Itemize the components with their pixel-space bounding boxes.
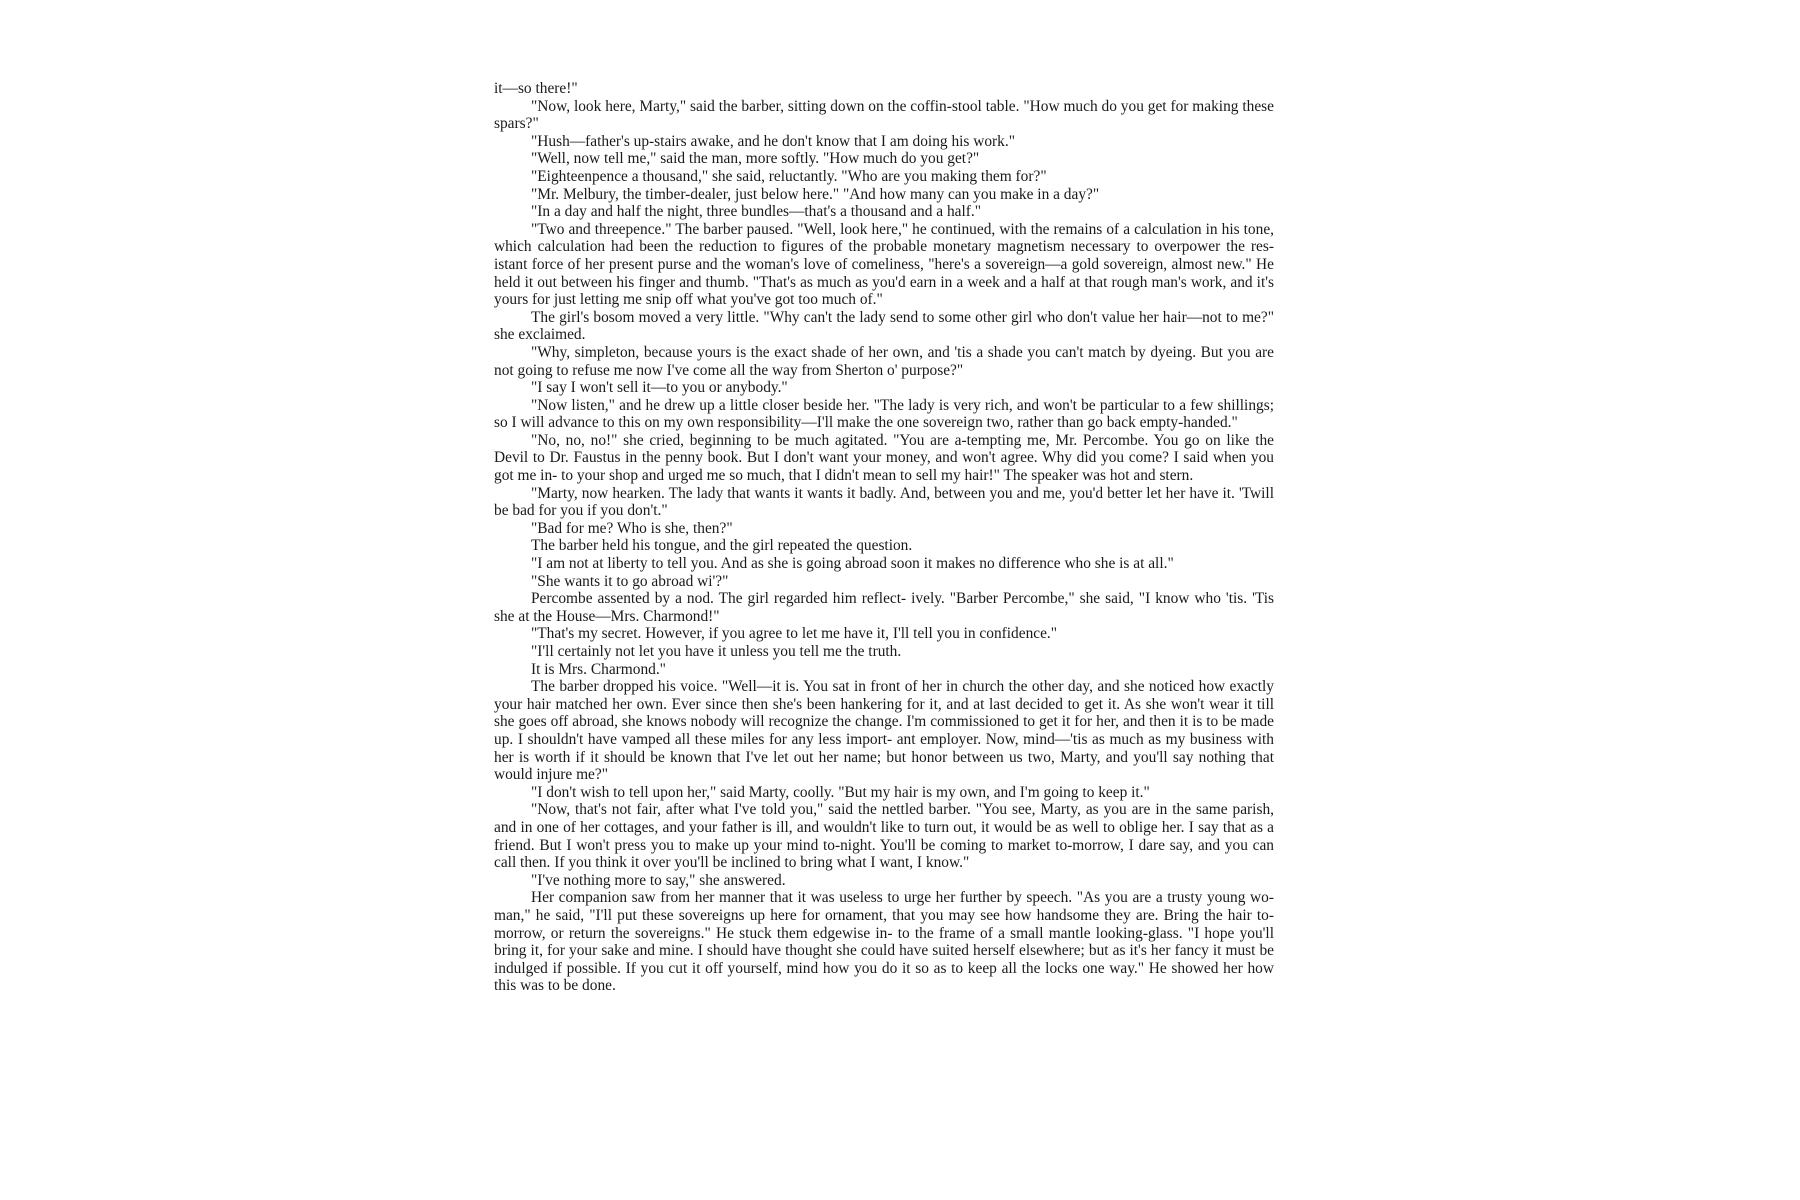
paragraph: "Well, now tell me," said the man, more softly. "How much do you get?" [531,150,980,168]
paragraph: "Hush—father's up-stairs awake, and he don't know that I am doing his work." [531,132,1016,150]
paragraph: "I am not at liberty to tell you. And as she is going abroad soon it makes no difference who she is at all." [531,555,1174,573]
paragraph: "I've nothing more to say," she answered. [531,871,786,889]
paragraph: "No, no, no!" she cried, beginning to be much agitated. "You are a-tempting me, Mr. Percombe. You go on like the Devil to Dr. Faustus in the penny book. But I don't want your money, and won't agree. Why did you come? I said when you got me in- to your shop and urged me so much, that I didn't mean to sell my hair!" The speaker was hot and stern. [494,431,1274,485]
paragraph: "Marty, now hearken. The lady that wants it wants it badly. And, between you and me, you'd better let her have it. 'Twill be bad for you if you don't." [494,484,1274,520]
paragraph: "She wants it to go abroad wi'?" [531,572,729,590]
paragraph: "I don't wish to tell upon her," said Marty, coolly. "But my hair is my own, and I'm going to keep it." [531,783,1150,801]
paragraph: The girl's bosom moved a very little. "Why can't the lady send to some other girl who don't value her hair—not to me?" she exclaimed. [494,308,1274,344]
paragraph: "Mr. Melbury, the timber-dealer, just below here." "And how many can you make in a day?" [531,185,1100,203]
paragraph: It is Mrs. Charmond." [531,660,666,678]
paragraph: "Now, that's not fair, after what I've told you," said the nettled barber. "You see, Marty, as you are in the same parish, and in one of her cottages, and your father is ill, and wouldn't like to turn out, it would be as well to oblige her. I say that as a friend. But I won't press you to make up your mind to-night. You'll be coming to market to-morrow, I dare say, and you can call then. If you think it over you'll be inclined to bring what I want, I know." [494,801,1274,872]
paragraph: "Why, simpleton, because yours is the exact shade of her own, and 'tis a shade you can't match by dyeing. But you are not going to refuse me now I've come all the way from Sherton o' purpose?" [494,343,1274,379]
paragraph: "I'll certainly not let you have it unless you tell me the truth. [531,643,902,660]
paragraph: The barber held his tongue, and the girl repeated the question. [531,537,913,555]
paragraph: "In a day and half the night, three bundles—that's a thousand and a half." [531,203,981,221]
paragraph: "That's my secret. However, if you agree to let me have it, I'll tell you in confidence." [531,625,1058,643]
paragraph: The barber dropped his voice. "Well—it is. You sat in front of her in church the other day, and she noticed how exactly your hair matched her own. Ever since then she's been hankering for it, and at last decided to get it. As she won't wear it till she goes off abroad, she knows nobody will recognize the change. I'm commissioned to get it for her, and then it is to be made up. I shouldn't have vamped all these miles for any less import- ant employer. Now, mind—'tis as much as my business with her is worth if it should be known that I've let out her name; but honor between us two, Marty, and you'll say nothing that would injure me?" [494,678,1274,784]
paragraph: it—so there!" [494,80,578,97]
paragraph: "Eighteenpence a thousand," she said, reluctantly. "Who are you making them for?" [531,167,1047,185]
paragraph: "Now, look here, Marty," said the barber, sitting down on the coffin-stool table. "How much do you get for making these spars?" [494,97,1274,133]
paragraph: "Two and threepence." The barber paused. "Well, look here," he continued, with the remains of a calculation in his tone, which calculation had been the reduction to figures of the probable monetary magnetism necessary to overpower the res- istant force of her present purse and the woman's love of comeliness, "here's a sovereign—a gold sovereign, almost new." He held it out between his finger and thumb. "That's as much as you'd earn in a week and a half at that rough man's work, and it's yours for just letting me snip off what you've got too much of." [494,220,1274,309]
paragraph: "Now listen," and he drew up a little closer beside her. "The lady is very rich, and won't be particular to a few shillings; so I will advance to this on my own responsibility—I'll make the one sovereign two, rather than go back empty-handed." [494,396,1274,432]
paragraph: "Bad for me? Who is she, then?" [531,519,733,537]
paragraph: Percombe assented by a nod. The girl regarded him reflect- ively. "Barber Percombe," she said, "I know who 'tis. 'Tis she at the House—Mrs. Charmond!" [494,590,1274,625]
paragraph: "I say I won't sell it—to you or anybody." [531,379,788,397]
paragraph: Her companion saw from her manner that it was useless to urge her further by speech. "As you are a trusty young wo- man," he said, "I'll put these sovereigns up here for ornament, that you may see how handsome they are. Bring the hair to- morrow, or return the sovereigns." He stuck them edgewise in- to the frame of a small mantle looking-glass. "I hope you'll bring it, for your sake and mine. I should have thought she could have suited herself elsewhere; but as it's her fancy it must be indulged if possible. If you cut it off yourself, mind how you do it so as to keep all the locks one way." He showed her how this was to be done. [494,889,1274,995]
document-page [494,80,1274,1120]
